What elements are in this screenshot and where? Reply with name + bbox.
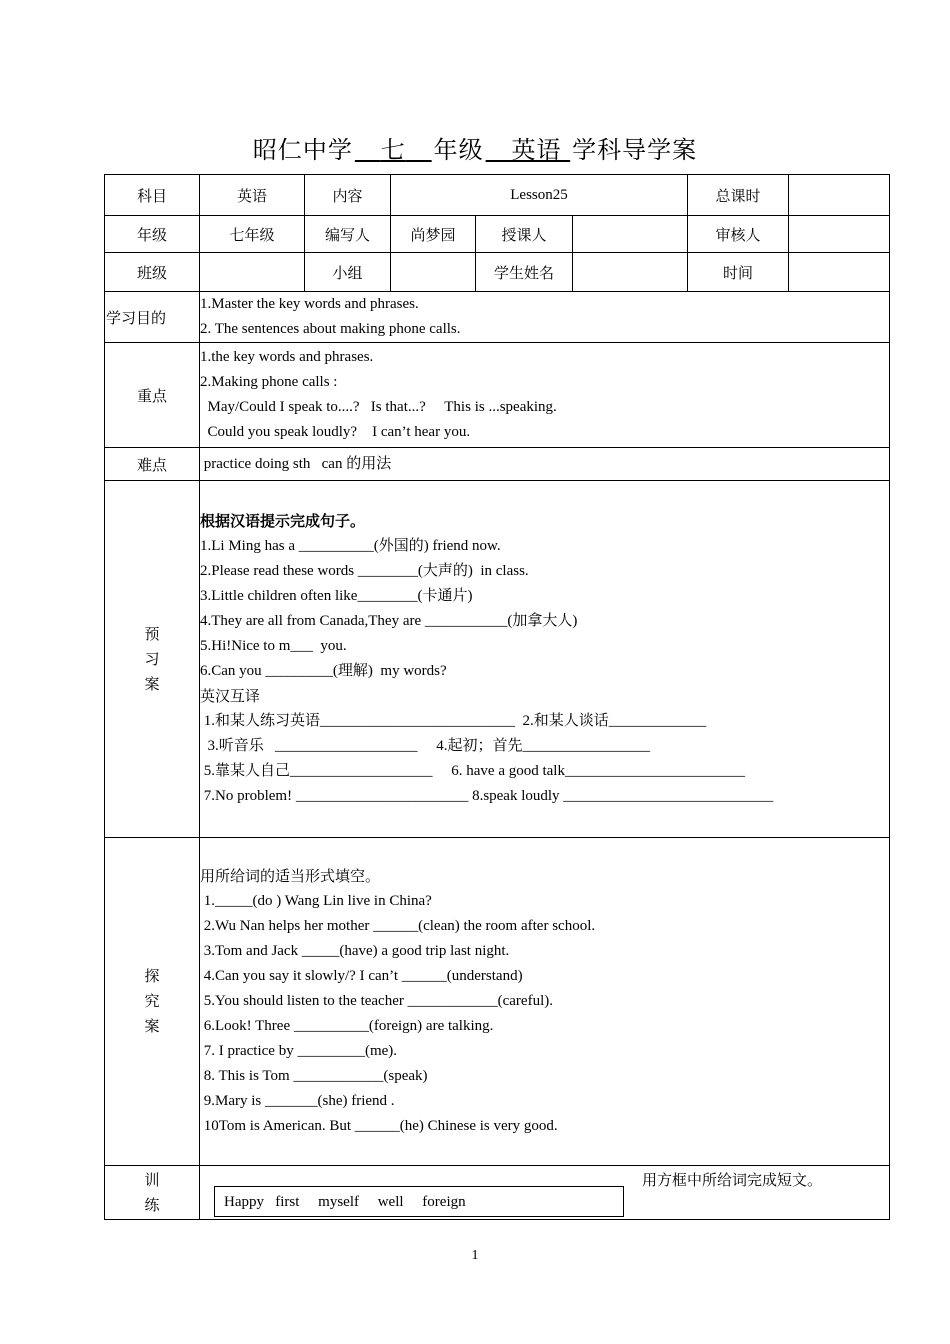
title-grade: 七 bbox=[380, 136, 406, 164]
training-instruction: 用方框中所给词完成短文。 bbox=[642, 1171, 823, 1189]
label-grade: 年级 bbox=[105, 216, 200, 253]
key-point-line: 2.Making phone calls : bbox=[200, 374, 338, 390]
label-teacher: 授课人 bbox=[476, 216, 573, 253]
label-reviewer: 审核人 bbox=[688, 216, 789, 253]
info-row-2 bbox=[105, 216, 890, 253]
difficulty-row bbox=[105, 448, 890, 481]
value-student-name[interactable] bbox=[573, 253, 688, 292]
training-label: 训 练 bbox=[105, 1166, 200, 1220]
title-school: 昭仁中学 bbox=[252, 136, 353, 164]
key-points-content bbox=[200, 343, 890, 448]
label-time: 时间 bbox=[688, 253, 789, 292]
key-points-row bbox=[105, 343, 890, 448]
preview-sentence: 1.Li Ming has a __________(外国的) friend now. bbox=[200, 538, 501, 554]
preview-heading: 根据汉语提示完成句子。 bbox=[200, 512, 366, 530]
info-row-1 bbox=[105, 175, 890, 216]
value-time[interactable] bbox=[789, 253, 890, 292]
explore-label: 探 究 案 bbox=[105, 838, 200, 1166]
explore-item: 1._____(do ) Wang Lin live in China? bbox=[200, 893, 432, 909]
label-total-hours: 总课时 bbox=[688, 175, 789, 216]
key-point-line: 1.the key words and phrases. bbox=[200, 349, 374, 365]
preview-sentence: 4.They are all from Canada,They are ___________(加拿大人) bbox=[200, 613, 578, 629]
preview-sentence: 2.Please read these words ________(大声的) in class. bbox=[200, 563, 529, 579]
explore-row bbox=[105, 838, 890, 1166]
preview-sentence: 5.Hi!Nice to m___ you. bbox=[200, 638, 347, 654]
preview-sentence: 6.Can you _________(理解) my words? bbox=[200, 663, 447, 679]
label-subject: 科目 bbox=[105, 175, 200, 216]
objectives-content bbox=[200, 292, 890, 343]
explore-item: 3.Tom and Jack _____(have) a good trip last night. bbox=[200, 943, 510, 959]
value-reviewer[interactable] bbox=[789, 216, 890, 253]
explore-content bbox=[200, 838, 890, 1166]
title-suffix: 学科导学案 bbox=[572, 136, 698, 164]
explore-item: 9.Mary is _______(she) friend . bbox=[200, 1093, 395, 1109]
objectives-row bbox=[105, 292, 890, 343]
info-row-3 bbox=[105, 253, 890, 292]
preview-sentence: 3.Little children often like________(卡通片) bbox=[200, 588, 473, 604]
label-author: 编写人 bbox=[305, 216, 391, 253]
value-class[interactable] bbox=[200, 253, 305, 292]
label-group: 小组 bbox=[305, 253, 391, 292]
preview-label: 预 习 案 bbox=[105, 481, 200, 838]
explore-item: 2.Wu Nan helps her mother ______(clean) the room after school. bbox=[200, 918, 596, 934]
translate-line: 1.和某人练习英语__________________________ 2.和某人谈话_____________ bbox=[200, 713, 707, 729]
translate-heading: 英汉互译 bbox=[200, 687, 261, 705]
label-content: 内容 bbox=[305, 175, 391, 216]
title-grade-suffix: 年级 bbox=[433, 136, 484, 164]
key-point-line: Could you speak loudly? I can’t hear you. bbox=[200, 424, 471, 440]
label-student-name: 学生姓名 bbox=[476, 253, 573, 292]
explore-item: 7. I practice by _________(me). bbox=[200, 1043, 398, 1059]
study-guide-table bbox=[104, 174, 890, 1220]
word-box: Happy first myself well foreign bbox=[214, 1186, 624, 1217]
key-points-label: 重点 bbox=[105, 343, 200, 448]
objectives-label: 学习目的 bbox=[105, 292, 200, 343]
explore-item: 8. This is Tom ____________(speak) bbox=[200, 1068, 428, 1084]
explore-heading: 用所给词的适当形式填空。 bbox=[200, 867, 381, 885]
translate-line: 5.靠某人自己___________________ 6. have a good talk________________________ bbox=[200, 763, 745, 779]
value-grade: 七年级 bbox=[200, 216, 305, 253]
page-title bbox=[0, 130, 950, 165]
value-group[interactable] bbox=[391, 253, 476, 292]
training-row bbox=[105, 1166, 890, 1220]
explore-item: 4.Can you say it slowly/? I can’t ______(understand) bbox=[200, 968, 523, 984]
value-content: Lesson25 bbox=[391, 175, 688, 216]
difficulty-content bbox=[200, 448, 890, 481]
value-author: 尚梦园 bbox=[391, 216, 476, 253]
key-point-line: May/Could I speak to....? Is that...? This is ...speaking. bbox=[200, 399, 557, 415]
training-content bbox=[200, 1166, 890, 1220]
objective-line: 1.Master the key words and phrases. bbox=[200, 296, 419, 312]
label-class: 班级 bbox=[105, 253, 200, 292]
difficulty-label: 难点 bbox=[105, 448, 200, 481]
difficulty-text: practice doing sth can 的用法 bbox=[200, 455, 392, 472]
objective-line: 2. The sentences about making phone calls. bbox=[200, 321, 461, 337]
explore-item: 10Tom is American. But ______(he) Chinese is very good. bbox=[200, 1118, 558, 1134]
page-number: 1 bbox=[471, 1248, 479, 1263]
explore-item: 5.You should listen to the teacher ____________(careful). bbox=[200, 993, 553, 1009]
translate-line: 3.听音乐 ___________________ 4.起初；首先_________________ bbox=[200, 738, 651, 754]
translate-line: 7.No problem! _______________________ 8.speak loudly ____________________________ bbox=[200, 788, 774, 804]
explore-item: 6.Look! Three __________(foreign) are talking. bbox=[200, 1018, 494, 1034]
title-subject: 英语 bbox=[511, 136, 562, 164]
value-total-hours[interactable] bbox=[789, 175, 890, 216]
value-teacher[interactable] bbox=[573, 216, 688, 253]
preview-row bbox=[105, 481, 890, 838]
preview-content bbox=[200, 481, 890, 838]
value-subject: 英语 bbox=[200, 175, 305, 216]
